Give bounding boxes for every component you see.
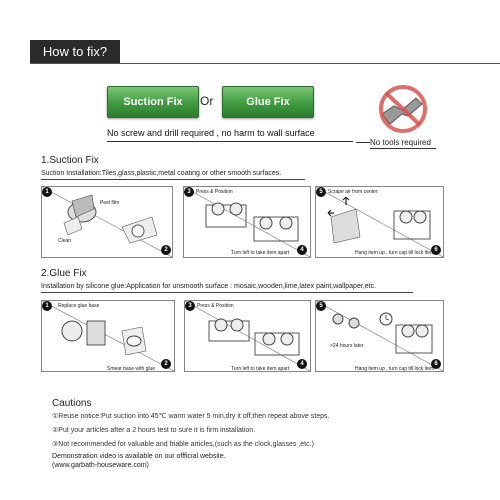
suction-step-number: 2 <box>161 245 171 255</box>
suction-step-label: Peel film <box>100 200 120 206</box>
subtitle-underline <box>107 141 353 142</box>
cautions-title: Cautions <box>52 398 92 409</box>
glue-step-number: 5 <box>316 301 326 311</box>
no-tools-label: No tools required <box>370 138 431 147</box>
no-drill-icon <box>372 84 434 134</box>
suction-step-label: Press & Position <box>196 189 233 195</box>
glue-step-label: Smear base with glue <box>107 366 156 372</box>
glue-step-number: 2 <box>161 359 171 369</box>
suction-section-title: 1.Suction Fix <box>41 155 99 166</box>
glue-section-desc: Installation by silicone glue:Application for unsmooth surface : mosaic,wooden,lime,latex paint,wallpaper,etc. <box>41 283 377 290</box>
header-divider <box>30 63 500 64</box>
or-label: Or <box>200 94 214 108</box>
suction-step-5-6-panel <box>315 186 444 258</box>
glue-fix-badge: Glue Fix <box>222 86 314 118</box>
suction-step-number: 4 <box>297 245 307 255</box>
caution-item: ③Not recommended for valuable and friable articles,(such as the clock,glasses ,etc.) <box>52 441 314 448</box>
demo-video-note: Demonstration video is available on our offficial website. <box>52 453 226 460</box>
suction-step-label: Clean <box>58 238 72 244</box>
glue-section-title: 2.Glue Fix <box>41 268 87 279</box>
glue-step-label: Hang item up , turn cap till lock item <box>355 366 435 372</box>
glue-step-number: 3 <box>185 301 195 311</box>
suction-step-label: Hang item up , turn cap till lock item <box>355 250 435 256</box>
suction-step-number: 3 <box>184 187 194 197</box>
glue-step-label: Turn left to take item apart <box>231 366 290 372</box>
suction-peel-illustration <box>42 187 172 257</box>
glue-step-label: >24 hours later <box>330 343 364 349</box>
glue-step-5-6-panel <box>315 300 444 372</box>
suction-press-illustration <box>184 187 310 257</box>
suction-section-desc: Suction Installation:Tiles,glass,plastic,metal coating or other smooth surfaces. <box>41 170 282 177</box>
caution-item: ②Put your articles after a 2 hours test to sure it is firm installation. <box>52 427 256 434</box>
suction-step-number: 5 <box>316 187 326 197</box>
glue-step-label: Replace glue base <box>58 303 100 309</box>
website-link[interactable]: (www.garbath-houseware.com) <box>52 462 149 469</box>
suction-step-3-4-panel <box>183 186 311 258</box>
suction-step-label: Scrape air from center <box>328 189 378 195</box>
glue-step-number: 4 <box>297 359 307 369</box>
caution-item: ①Reuse notice:Put suction into 45℃ warm water 5 min,dry it off,then repeat above steps. <box>52 413 330 420</box>
glue-step-1-2-panel <box>41 300 175 372</box>
glue-wait-illustration <box>316 301 443 371</box>
suction-step-number: 6 <box>431 245 441 255</box>
suction-step-1-2-panel <box>41 186 173 258</box>
glue-step-number: 1 <box>42 301 52 311</box>
glue-base-illustration <box>42 301 174 371</box>
glue-step-3-4-panel <box>184 300 311 372</box>
suction-step-number: 1 <box>42 187 52 197</box>
no-drill-subtitle: No screw and drill required , no harm to wall surface <box>107 128 315 138</box>
glue-press-illustration <box>185 301 310 371</box>
suction-fix-badge: Suction Fix <box>107 86 199 118</box>
suction-step-label: Turn left to take item apart <box>231 250 290 256</box>
glue-step-label: Press & Position <box>197 303 234 309</box>
glue-step-number: 6 <box>431 359 441 369</box>
page-title: How to fix? <box>30 40 120 64</box>
suction-scrape-illustration <box>316 187 443 257</box>
